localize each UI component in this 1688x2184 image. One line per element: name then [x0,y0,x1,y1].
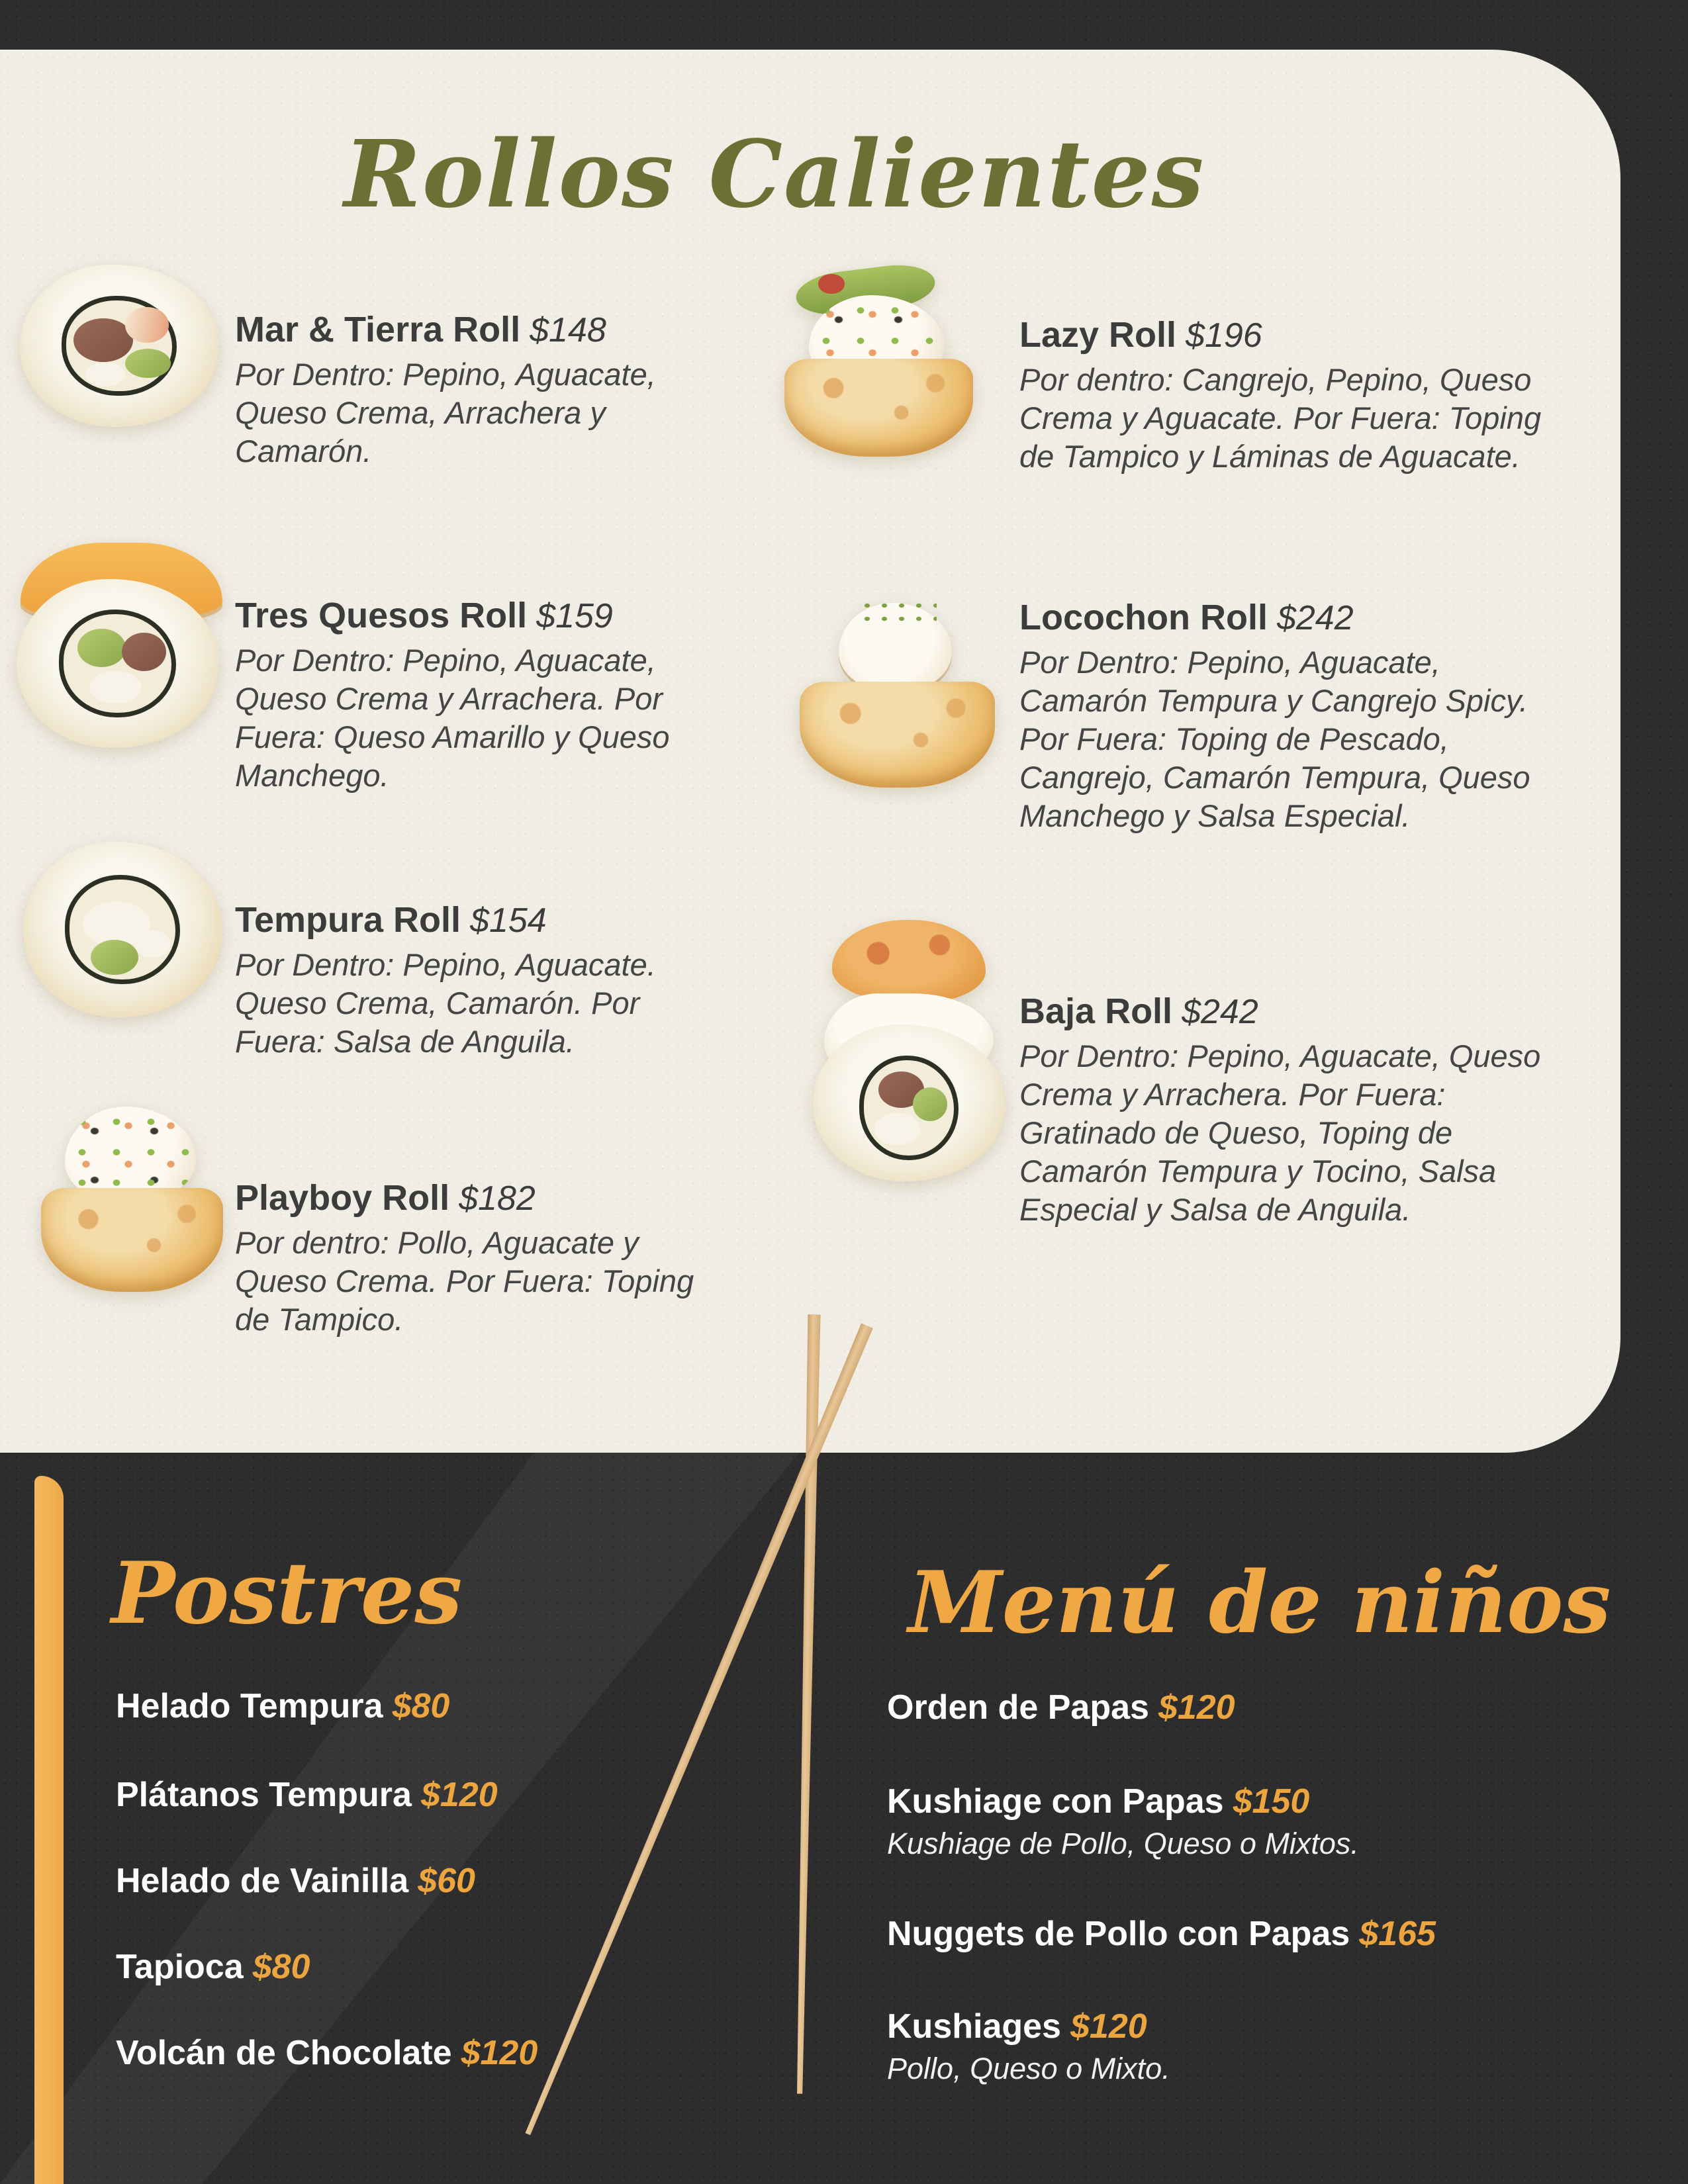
kids-item-nuggets-papas [887,1914,1436,1954]
item-name-line [235,308,725,351]
menu-item-baja-roll [1019,989,1549,1229]
item-name: Kushiages [887,2007,1061,2046]
item-price: $120 [420,1776,498,1814]
cream-cheese-filling [89,671,142,704]
item-inside: Por Dentro: Pepino, Aguacate. Queso Crema, Camarón. [235,947,656,1021]
item-inside: Por Dentro: Pepino, Aguacate, Queso Crema y Arrachera. [235,643,656,716]
item-price: $60 [418,1862,475,1900]
kids-item-orden-papas [887,1688,1235,1727]
item-price: $148 [530,311,606,349]
item-name: Orden de Papas [887,1688,1149,1727]
sushi-photo-locochon-roll [800,599,995,788]
item-description [235,946,725,1061]
section-title-kids-menu: Menú de niños [908,1553,1611,1653]
item-name: Tempura Roll [235,900,461,940]
item-price: $242 [1182,993,1258,1031]
item-name: Tres Quesos Roll [235,596,528,635]
item-name-line [235,594,725,637]
item-outside: Por Fuera: Queso Amarillo y Queso Manchego. [235,681,670,793]
dessert-item-volcan-chocolate [116,2033,538,2073]
fried-cup [800,682,995,788]
kids-item-note: Pollo, Queso o Mixto. [887,2052,1170,2085]
sushi-photo-baja-roll [813,920,1005,1181]
item-name: Baja Roll [1019,991,1173,1031]
item-price: $242 [1276,599,1354,637]
item-price: $120 [461,2034,538,2072]
avocado-filling [913,1087,947,1121]
menu-item-tres-quesos-roll [235,594,725,795]
item-name-line [1019,596,1549,639]
item-name-line [235,1176,725,1220]
item-price: $182 [459,1179,536,1218]
fried-cup [41,1188,223,1292]
item-price: $154 [470,901,547,940]
item-outside: Por Fuera: Salsa de Anguila. [235,985,640,1059]
item-name: Helado de Vainilla [116,1862,409,1900]
item-price: $150 [1233,1782,1310,1821]
hot-rolls-card [0,50,1620,1453]
item-outside: Por Fuera: Toping de Tampico y Láminas de Aguacate. [1019,400,1542,474]
kids-item-kushiages [887,2007,1147,2046]
left-accent-bar [34,1476,64,2184]
item-price: $159 [536,597,613,635]
dessert-item-tapioca [116,1947,310,1987]
item-inside: Por dentro: Cangrejo, Pepino, Queso Crema y Aguacate. [1019,362,1532,435]
dessert-item-helado-vainilla [116,1861,475,1901]
item-name: Locochon Roll [1019,598,1268,637]
item-description [235,1224,725,1339]
item-name: Mar & Tierra Roll [235,310,521,349]
item-name: Kushiage con Papas [887,1782,1224,1821]
item-name-line [1019,989,1549,1033]
item-name-line [235,898,725,942]
item-inside: Por Dentro: Pepino, Aguacate, Queso Crema y Arrachera. [1019,1038,1541,1112]
item-description [1019,643,1549,835]
item-description [1019,1037,1549,1229]
sauce-dot [818,274,845,293]
menu-item-playboy-roll [235,1176,725,1339]
item-name: Lazy Roll [1019,315,1177,355]
sushi-photo-tempura-roll [23,842,222,1017]
item-outside: Por Fuera: Toping de Pescado, Cangrejo, Camarón Tempura, Queso Manchego y Salsa Especial. [1019,721,1530,833]
dessert-item-helado-tempura [116,1686,449,1726]
item-price: $80 [392,1687,450,1725]
item-name-line [1019,313,1549,357]
menu-item-lazy-roll [1019,313,1549,476]
sushi-photo-tres-quesos-roll [17,556,218,748]
item-inside: Por Dentro: Pepino, Aguacate, Queso Crema, Arrachera y Camarón. [235,357,656,469]
item-description [235,355,725,471]
item-price: $120 [1070,2007,1147,2046]
item-description [235,641,725,795]
item-description [1019,361,1549,476]
menu-item-tempura-roll [235,898,725,1061]
item-inside: Por dentro: Pollo, Aguacate y Queso Crema. [235,1225,639,1298]
item-name: Playboy Roll [235,1178,450,1218]
cream-cheese-filling [874,1113,921,1144]
beef-filling [73,318,133,362]
item-name: Plátanos Tempura [116,1776,412,1814]
item-outside: Por Fuera: Gratinado de Queso, Toping de Camarón Tempura y Tocino, Salsa Especial y Salsa de Anguila. [1019,1077,1497,1227]
green-onion-flecks [859,599,937,621]
item-outside: Por Fuera: Toping de Tampico. [235,1263,694,1337]
sushi-photo-playboy-roll [41,1107,223,1292]
sushi-photo-mar-tierra-roll [20,265,218,427]
kids-item-note: Kushiage de Pollo, Queso o Mixtos. [887,1827,1359,1860]
dessert-item-platanos-tempura [116,1775,498,1815]
item-price: $165 [1359,1915,1436,1953]
item-price: $120 [1158,1688,1235,1727]
item-price: $80 [252,1948,310,1986]
beef-filling [122,633,166,671]
cream-cheese-filling [85,362,125,387]
shrimp-filling [125,307,169,343]
item-name: Volcán de Chocolate [116,2034,452,2072]
item-name: Tapioca [116,1948,244,1986]
section-title-hot-rolls: Rollos Calientes [344,120,1205,229]
item-price: $196 [1186,316,1262,355]
shrimp-tempura-topping [832,920,986,1003]
item-name: Helado Tempura [116,1687,383,1725]
avocado-filling [77,629,126,667]
item-name: Nuggets de Pollo con Papas [887,1915,1350,1953]
sushi-photo-lazy-roll [784,281,973,457]
item-inside: Por Dentro: Pepino, Aguacate, Camarón Tempura y Cangrejo Spicy. [1019,645,1528,718]
section-title-desserts: Postres [111,1544,463,1643]
fried-cup [784,359,973,457]
kids-item-kushiage-papas [887,1782,1309,1821]
menu-item-locochon-roll [1019,596,1549,835]
cream-cheese-filling [134,930,170,958]
menu-item-mar-tierra-roll [235,308,725,471]
